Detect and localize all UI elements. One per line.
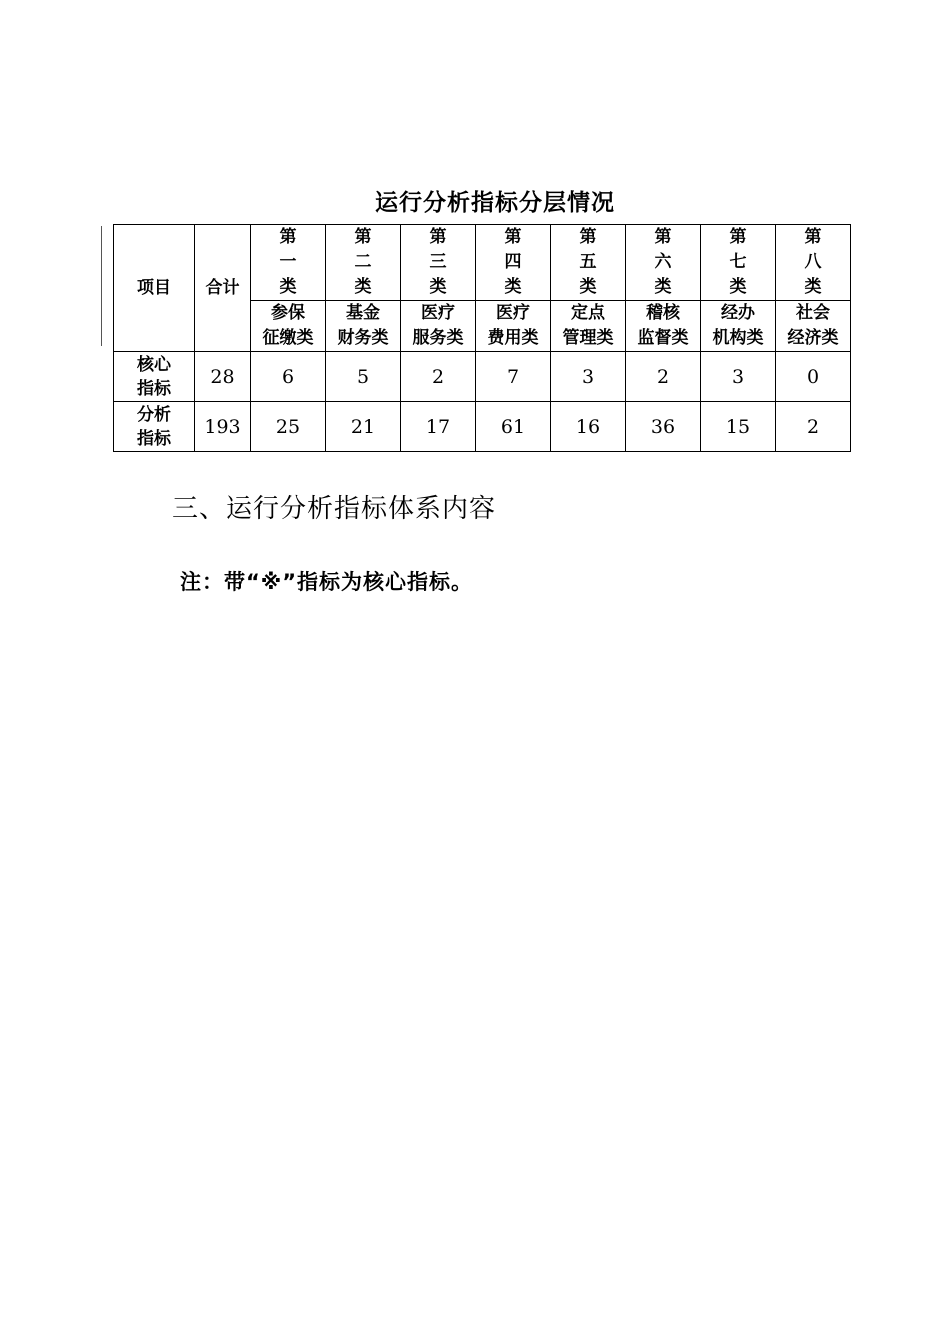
category-name-4: 医疗 费用类 bbox=[476, 301, 551, 352]
analysis-value-cell: 36 bbox=[626, 402, 701, 452]
indicator-table bbox=[113, 224, 851, 452]
core-value-cell: 6 bbox=[251, 352, 326, 402]
category-name-5: 定点 管理类 bbox=[551, 301, 626, 352]
category-name-2: 基金 财务类 bbox=[326, 301, 401, 352]
analysis-value-cell: 16 bbox=[551, 402, 626, 452]
category-rank-2: 第 二 类 bbox=[326, 225, 401, 301]
core-value-cell: 3 bbox=[701, 352, 776, 402]
category-name-7: 经办 机构类 bbox=[701, 301, 776, 352]
category-rank-6: 第 六 类 bbox=[626, 225, 701, 301]
header-row-rank bbox=[114, 225, 851, 301]
analysis-value-cell: 2 bbox=[776, 402, 851, 452]
analysis-value-cell: 17 bbox=[401, 402, 476, 452]
core-value-cell: 5 bbox=[326, 352, 401, 402]
category-rank-7: 第 七 类 bbox=[701, 225, 776, 301]
section-heading: 三、运行分析指标体系内容 bbox=[172, 494, 497, 524]
analysis-value-cell: 61 bbox=[476, 402, 551, 452]
header-total-cell: 合计 bbox=[195, 225, 251, 352]
core-value-cell: 2 bbox=[626, 352, 701, 402]
category-rank-3: 第 三 类 bbox=[401, 225, 476, 301]
category-name-3: 医疗 服务类 bbox=[401, 301, 476, 352]
core-total-cell: 28 bbox=[195, 352, 251, 402]
core-value-cell: 2 bbox=[401, 352, 476, 402]
core-value-cell: 7 bbox=[476, 352, 551, 402]
category-rank-5: 第 五 类 bbox=[551, 225, 626, 301]
core-value-cell: 3 bbox=[551, 352, 626, 402]
category-name-1: 参保 征缴类 bbox=[251, 301, 326, 352]
table-row-analysis bbox=[114, 402, 851, 452]
category-rank-1: 第 一 类 bbox=[251, 225, 326, 301]
category-name-6: 稽核 监督类 bbox=[626, 301, 701, 352]
table-row-core bbox=[114, 352, 851, 402]
category-rank-4: 第 四 类 bbox=[476, 225, 551, 301]
category-name-8: 社会 经济类 bbox=[776, 301, 851, 352]
core-value-cell: 0 bbox=[776, 352, 851, 402]
analysis-total-cell: 193 bbox=[195, 402, 251, 452]
analysis-value-cell: 21 bbox=[326, 402, 401, 452]
row-label-core: 核心 指标 bbox=[114, 352, 195, 402]
table-title: 运行分析指标分层情况 bbox=[375, 190, 615, 216]
margin-mark bbox=[101, 226, 102, 346]
analysis-value-cell: 15 bbox=[701, 402, 776, 452]
row-label-analysis: 分析 指标 bbox=[114, 402, 195, 452]
analysis-value-cell: 25 bbox=[251, 402, 326, 452]
core-indicator-note: 注：带“※”指标为核心指标。 bbox=[180, 570, 474, 594]
category-rank-8: 第 八 类 bbox=[776, 225, 851, 301]
header-item-cell: 项目 bbox=[114, 225, 195, 352]
